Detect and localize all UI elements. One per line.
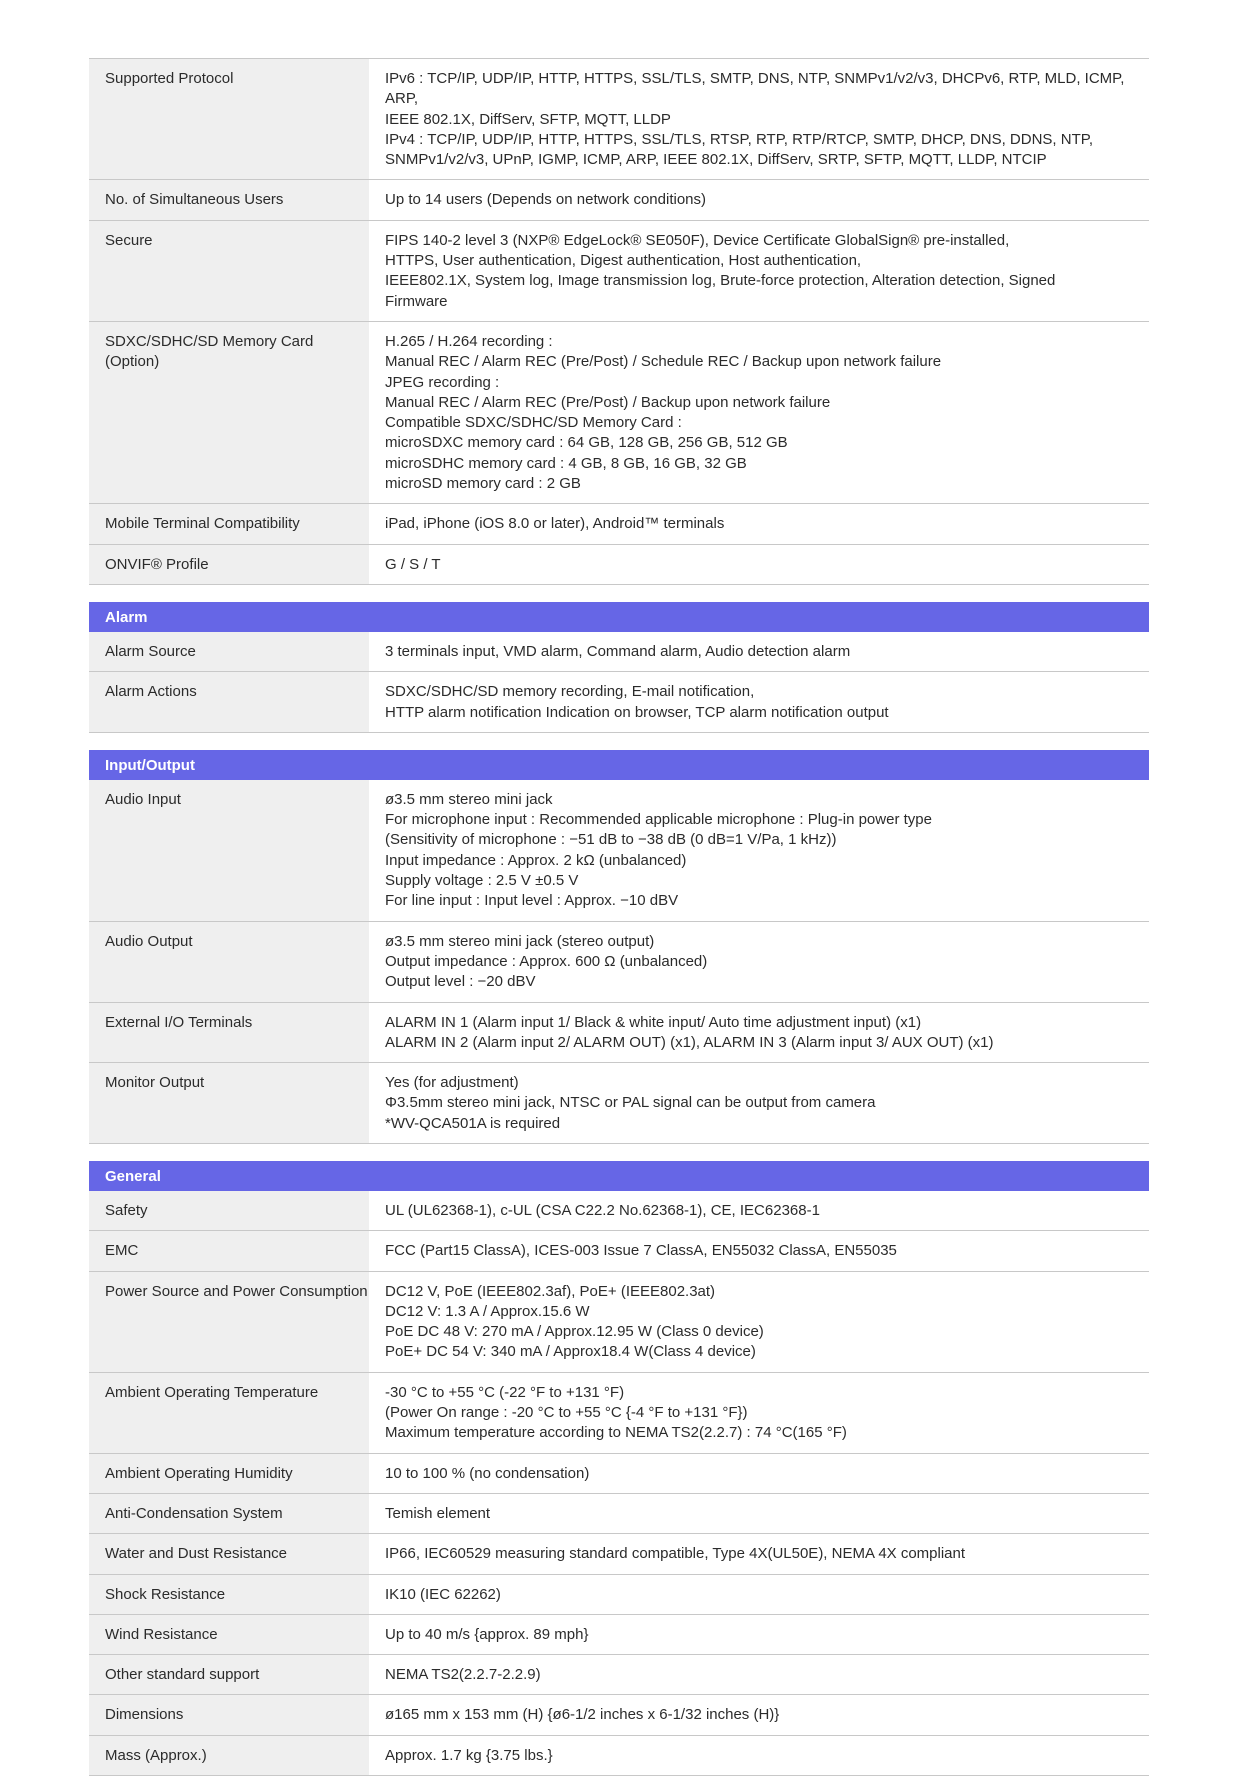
spec-label: Ambient Operating Humidity: [89, 1454, 369, 1493]
spec-row: [89, 1231, 1149, 1271]
spec-section: [89, 1161, 1149, 1776]
spec-rows: [89, 780, 1149, 1144]
spec-row: [89, 1191, 1149, 1231]
spec-value: 3 terminals input, VMD alarm, Command alarm, Audio detection alarm: [385, 642, 851, 660]
spec-label: Other standard support: [89, 1655, 369, 1694]
spec-label: Audio Output: [89, 922, 369, 1002]
spec-label: Mass (Approx.): [89, 1736, 369, 1775]
spec-label: Shock Resistance: [89, 1575, 369, 1614]
spec-row: [89, 1373, 1149, 1454]
spec-label: SDXC/SDHC/SD Memory Card (Option): [89, 322, 369, 503]
spec-value: SDXC/SDHC/SD memory recording, E-mail notification, HTTP alarm notification Indication on browser, TCP alarm notification output: [385, 683, 889, 721]
spec-row: [89, 1272, 1149, 1373]
spec-row: [89, 1003, 1149, 1064]
spec-label: Mobile Terminal Compatibility: [89, 504, 369, 543]
spec-row: [89, 1534, 1149, 1574]
spec-value: Up to 14 users (Depends on network conditions): [385, 191, 707, 209]
spec-row: [89, 780, 1149, 922]
spec-value: DC12 V, PoE (IEEE802.3af), PoE+ (IEEE802.3at) DC12 V: 1.3 A / Approx.15.6 W PoE DC 48 V: 270 mA / Approx.12.95 W (Class 0 device) PoE+ DC 54 V: 340 mA / Approx18.4 W(Class 4 device): [385, 1282, 764, 1361]
spec-label: Monitor Output: [89, 1063, 369, 1143]
spec-row: [89, 1575, 1149, 1615]
spec-label: Ambient Operating Temperature: [89, 1373, 369, 1453]
spec-label: Power Source and Power Consumption: [89, 1272, 369, 1372]
spec-label: Audio Input: [89, 780, 369, 921]
spec-value: H.265 / H.264 recording : Manual REC / Alarm REC (Pre/Post) / Schedule REC / Backup upon network failure JPEG recording : Manual REC / Alarm REC (Pre/Post) / Backup upon network failure Compatible SDXC/SDHC/SD Memory Card : microSDXC memory card : 64 GB, 128 GB, 256 GB, 512 GB microSDHC memory card : 4 GB, 8 GB, 16 GB, 32 GB microSD memory card : 2 GB: [385, 332, 942, 493]
spec-row: [89, 922, 1149, 1003]
spec-value: ø165 mm x 153 mm (H) {ø6-1/2 inches x 6-1/32 inches (H)}: [385, 1706, 780, 1724]
spec-row: [89, 1615, 1149, 1655]
spec-label: Safety: [89, 1191, 369, 1230]
section-heading: Alarm: [89, 602, 1149, 632]
spec-value: Approx. 1.7 kg {3.75 lbs.}: [385, 1746, 553, 1764]
spec-row: [89, 1736, 1149, 1776]
spec-value: Yes (for adjustment) Φ3.5mm stereo mini jack, NTSC or PAL signal can be output from camera *WV-QCA501A is required: [385, 1074, 876, 1132]
spec-rows: [89, 632, 1149, 733]
spec-value: G / S / T: [385, 555, 441, 573]
spec-value: ø3.5 mm stereo mini jack (stereo output) Output impedance : Approx. 600 Ω (unbalanced) Output level : −20 dBV: [385, 932, 708, 991]
spec-label: No. of Simultaneous Users: [89, 180, 369, 219]
spec-value: 10 to 100 % (no condensation): [385, 1464, 590, 1482]
spec-value: IPv6 : TCP/IP, UDP/IP, HTTP, HTTPS, SSL/TLS, SMTP, DNS, NTP, SNMPv1/v2/v3, DHCPv6, RTP, MLD, ICMP, ARP, IEEE 802.1X, DiffServ, SFTP, MQTT, LLDP IPv4 : TCP/IP, UDP/IP, HTTP, HTTPS, SSL/TLS, RTSP, RTP, RTP/RTCP, SMTP, DHCP, DNS, DDNS, NTP, SNMPv1/v2/v3, UPnP, IGMP, ICMP, ARP, IEEE 802.1X, DiffServ, SRTP, SFTP, MQTT, LLDP, NTCIP: [385, 70, 1125, 169]
spec-value: IP66, IEC60529 measuring standard compatible, Type 4X(UL50E), NEMA 4X compliant: [385, 1545, 966, 1563]
spec-row: [89, 1655, 1149, 1695]
spec-row: [89, 1454, 1149, 1494]
spec-label: Dimensions: [89, 1695, 369, 1734]
spec-section: [89, 58, 1149, 585]
spec-row: [89, 1494, 1149, 1534]
spec-value: IK10 (IEC 62262): [385, 1585, 501, 1603]
spec-row: [89, 545, 1149, 585]
spec-row: [89, 632, 1149, 672]
spec-value: -30 °C to +55 °C (-22 °F to +131 °F) (Power On range : -20 °C to +55 °C {-4 °F to +131 °F}) Maximum temperature according to NEMA TS2(2.2.7) : 74 °C(165 °F): [385, 1383, 847, 1442]
spec-section: [89, 602, 1149, 733]
spec-sheet: [89, 58, 1149, 1776]
spec-rows: [89, 58, 1149, 585]
spec-value: UL (UL62368-1), c-UL (CSA C22.2 No.62368-1), CE, IEC62368-1: [385, 1201, 820, 1219]
spec-row: [89, 1063, 1149, 1144]
spec-value: iPad, iPhone (iOS 8.0 or later), Android™ terminals: [385, 515, 725, 533]
spec-label: Secure: [89, 221, 369, 321]
spec-value: ALARM IN 1 (Alarm input 1/ Black & white input/ Auto time adjustment input) (x1) ALARM IN 2 (Alarm input 2/ ALARM OUT) (x1), ALARM IN 3 (Alarm input 3/ AUX OUT) (x1): [385, 1013, 994, 1051]
spec-rows: [89, 1191, 1149, 1776]
section-heading: Input/Output: [89, 750, 1149, 780]
spec-row: [89, 504, 1149, 544]
spec-label: Alarm Source: [89, 632, 369, 671]
spec-section: [89, 750, 1149, 1144]
spec-value: FIPS 140-2 level 3 (NXP® EdgeLock® SE050F), Device Certificate GlobalSign® pre-installed, HTTPS, User authentication, Digest authentication, Host authentication, IEEE802.1X, System log, Image transmission log, Brute-force protection, Alteration detection, Signed Firmware: [385, 231, 1056, 310]
spec-row: [89, 322, 1149, 504]
spec-label: ONVIF® Profile: [89, 545, 369, 584]
spec-label: Alarm Actions: [89, 672, 369, 732]
spec-row: [89, 221, 1149, 322]
spec-value: Temish element: [385, 1504, 491, 1522]
section-heading: General: [89, 1161, 1149, 1191]
spec-row: [89, 672, 1149, 733]
spec-value: Up to 40 m/s {approx. 89 mph}: [385, 1625, 589, 1643]
spec-value: NEMA TS2(2.2.7-2.2.9): [385, 1666, 541, 1684]
spec-value: FCC (Part15 ClassA), ICES-003 Issue 7 ClassA, EN55032 ClassA, EN55035: [385, 1242, 897, 1260]
spec-row: [89, 180, 1149, 220]
spec-label: Supported Protocol: [89, 59, 369, 179]
spec-label: Water and Dust Resistance: [89, 1534, 369, 1573]
spec-row: [89, 58, 1149, 180]
spec-label: External I/O Terminals: [89, 1003, 369, 1063]
spec-label: Anti-Condensation System: [89, 1494, 369, 1533]
spec-label: Wind Resistance: [89, 1615, 369, 1654]
spec-value: ø3.5 mm stereo mini jack For microphone input : Recommended applicable microphone : Plug-in power type (Sensitivity of microphone : −51 dB to −38 dB (0 dB=1 V/Pa, 1 kHz)) Input impedance : Approx. 2 kΩ (unbalanced) Supply voltage : 2.5 V ±0.5 V For line input : Input level : Approx. −10 dBV: [385, 790, 932, 910]
spec-row: [89, 1695, 1149, 1735]
spec-label: EMC: [89, 1231, 369, 1270]
